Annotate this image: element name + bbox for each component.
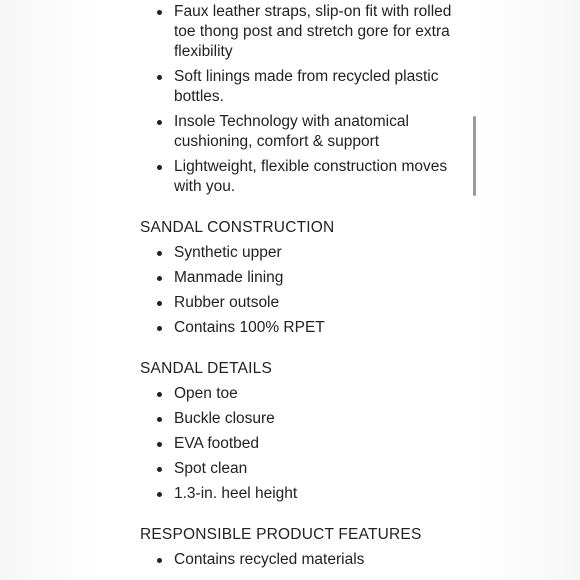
section-heading-responsible: RESPONSIBLE PRODUCT FEATURES bbox=[140, 526, 422, 543]
bullet-icon bbox=[157, 10, 162, 15]
list-item: Spot clean bbox=[140, 459, 460, 479]
bullet-icon bbox=[157, 251, 162, 256]
bullet-icon bbox=[157, 392, 162, 397]
list-item: Insole Technology with anatomical cushioning, comfort & support bbox=[140, 112, 460, 152]
scrollbar[interactable] bbox=[471, 0, 477, 580]
feature-list bbox=[140, 2, 460, 197]
list-item: Buckle closure bbox=[140, 409, 460, 429]
list-item: Open toe bbox=[140, 384, 460, 404]
bullet-icon bbox=[157, 75, 162, 80]
list-item: Lightweight, flexible construction moves with you. bbox=[140, 157, 460, 197]
section-heading-construction: SANDAL CONSTRUCTION bbox=[140, 219, 335, 236]
list-item: Contains 100% RPET bbox=[140, 318, 460, 338]
spacer bbox=[140, 343, 460, 359]
list-item: Rubber outsole bbox=[140, 293, 460, 313]
details-list bbox=[140, 384, 460, 504]
bullet-icon bbox=[157, 165, 162, 170]
bullet-icon bbox=[157, 120, 162, 125]
spacer bbox=[140, 202, 460, 218]
responsible-list bbox=[140, 550, 460, 570]
product-description bbox=[140, 2, 460, 575]
bullet-icon bbox=[157, 301, 162, 306]
list-item: Synthetic upper bbox=[140, 243, 460, 263]
list-item: EVA footbed bbox=[140, 434, 460, 454]
bullet-icon bbox=[157, 276, 162, 281]
list-item: Contains recycled materials bbox=[140, 550, 460, 570]
bullet-icon bbox=[157, 417, 162, 422]
spacer bbox=[140, 509, 460, 525]
bullet-icon bbox=[157, 442, 162, 447]
bullet-icon bbox=[157, 558, 162, 563]
list-item: 1.3-in. heel height bbox=[140, 484, 460, 504]
bullet-icon bbox=[157, 467, 162, 472]
scrollbar-thumb[interactable] bbox=[473, 116, 476, 196]
section-heading-details: SANDAL DETAILS bbox=[140, 360, 273, 377]
list-item: Faux leather straps, slip-on fit with rolled toe thong post and stretch gore for extra flexibility bbox=[140, 2, 460, 62]
list-item: Soft linings made from recycled plastic bottles. bbox=[140, 67, 460, 107]
bullet-icon bbox=[157, 326, 162, 331]
list-item: Manmade lining bbox=[140, 268, 460, 288]
construction-list bbox=[140, 243, 460, 338]
bullet-icon bbox=[157, 492, 162, 497]
